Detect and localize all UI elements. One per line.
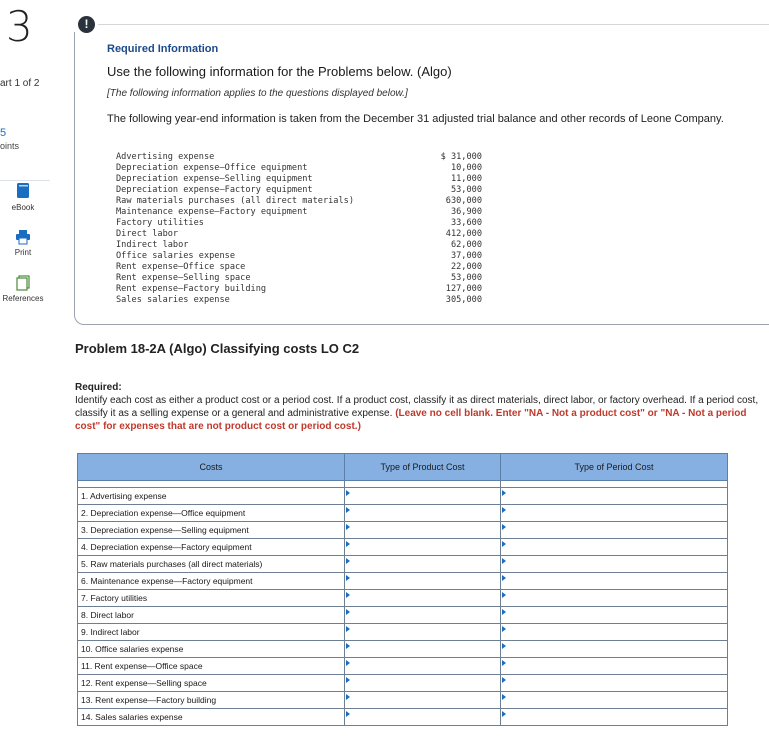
account-name: Office salaries expense — [116, 251, 235, 261]
alert-icon: ! — [78, 16, 95, 33]
trial-balance-row — [116, 196, 482, 207]
period-cost-dropdown[interactable] — [501, 556, 728, 573]
dropdown-arrow-icon — [502, 677, 506, 683]
dropdown-arrow-icon — [502, 524, 506, 530]
period-cost-dropdown[interactable] — [501, 539, 728, 556]
account-amount: 127,000 — [445, 284, 482, 294]
trial-balance-row — [116, 174, 482, 185]
intro-text: The following year-end information is taken from the December 31 adjusted trial balance and other records of Leone Company. — [107, 113, 724, 125]
account-name: Sales salaries expense — [116, 295, 230, 305]
dropdown-arrow-icon — [346, 660, 350, 666]
cost-label: 5. Raw materials purchases (all direct materials) — [78, 556, 345, 573]
account-name: Direct labor — [116, 229, 179, 239]
period-cost-dropdown[interactable] — [501, 641, 728, 658]
period-cost-dropdown[interactable] — [501, 590, 728, 607]
trial-balance-row — [116, 262, 482, 273]
dropdown-arrow-icon — [502, 694, 506, 700]
cost-label: 9. Indirect labor — [78, 624, 345, 641]
dropdown-arrow-icon — [346, 507, 350, 513]
dropdown-arrow-icon — [502, 507, 506, 513]
ebook-label: eBook — [11, 203, 35, 212]
product-cost-dropdown[interactable] — [345, 624, 501, 641]
table-row — [78, 590, 728, 607]
table-row — [78, 573, 728, 590]
cost-label: 13. Rent expense—Factory building — [78, 692, 345, 709]
references-label: References — [2, 294, 44, 303]
table-row — [78, 522, 728, 539]
product-cost-dropdown[interactable] — [345, 505, 501, 522]
cost-label: 10. Office salaries expense — [78, 641, 345, 658]
classification-table — [77, 453, 728, 726]
account-amount: 62,000 — [450, 240, 482, 250]
dropdown-arrow-icon — [502, 660, 506, 666]
trial-balance-row — [116, 218, 482, 229]
cost-label: 4. Depreciation expense—Factory equipment — [78, 539, 345, 556]
dropdown-arrow-icon — [502, 592, 506, 598]
instructions-note: (Leave no cell blank. Enter "NA - Not a product cost" or "NA - Not a period cost" for expenses that are not product cost or period cost.) — [75, 408, 747, 432]
period-cost-dropdown[interactable] — [501, 658, 728, 675]
period-cost-dropdown[interactable] — [501, 607, 728, 624]
account-amount: 33,600 — [450, 218, 482, 228]
dropdown-arrow-icon — [346, 643, 350, 649]
period-cost-dropdown[interactable] — [501, 488, 728, 505]
product-cost-dropdown[interactable] — [345, 641, 501, 658]
cost-label: 8. Direct labor — [78, 607, 345, 624]
account-name: Rent expense—Selling space — [116, 273, 251, 283]
trial-balance-row — [116, 207, 482, 218]
account-name: Advertising expense — [116, 152, 215, 162]
header-costs: Costs — [78, 454, 345, 481]
account-amount: 37,000 — [450, 251, 482, 261]
print-button[interactable] — [0, 229, 46, 257]
ebook-button[interactable] — [0, 182, 46, 212]
dropdown-arrow-icon — [346, 524, 350, 530]
print-icon — [15, 229, 31, 245]
account-amount: 11,000 — [450, 174, 482, 184]
instructions — [75, 394, 765, 433]
product-cost-dropdown[interactable] — [345, 522, 501, 539]
product-cost-dropdown[interactable] — [345, 607, 501, 624]
dropdown-arrow-icon — [502, 609, 506, 615]
product-cost-dropdown[interactable] — [345, 692, 501, 709]
period-cost-dropdown[interactable] — [501, 505, 728, 522]
top-divider — [98, 24, 769, 25]
account-amount: 36,900 — [450, 207, 482, 217]
cost-label: 6. Maintenance expense—Factory equipment — [78, 573, 345, 590]
dropdown-arrow-icon — [346, 558, 350, 564]
product-cost-dropdown[interactable] — [345, 539, 501, 556]
dropdown-arrow-icon — [346, 694, 350, 700]
cost-label: 14. Sales salaries expense — [78, 709, 345, 726]
trial-balance-row — [116, 152, 482, 163]
header-period-cost: Type of Period Cost — [501, 454, 728, 481]
required-label: Required: — [75, 382, 122, 393]
trial-balance-row — [116, 229, 482, 240]
dropdown-arrow-icon — [346, 677, 350, 683]
dropdown-arrow-icon — [346, 711, 350, 717]
product-cost-dropdown[interactable] — [345, 556, 501, 573]
book-icon — [15, 182, 31, 200]
account-name: Depreciation expense—Factory equipment — [116, 185, 313, 195]
rail-divider — [0, 180, 50, 181]
table-row — [78, 607, 728, 624]
references-icon — [15, 275, 31, 291]
trial-balance — [116, 152, 482, 306]
account-name: Depreciation expense—Office equipment — [116, 163, 308, 173]
cost-label: 3. Depreciation expense—Selling equipment — [78, 522, 345, 539]
required-information-heading: Required Information — [107, 43, 219, 55]
table-row — [78, 675, 728, 692]
period-cost-dropdown[interactable] — [501, 624, 728, 641]
question-number: 3 — [6, 2, 33, 51]
account-amount: 630,000 — [445, 196, 482, 206]
product-cost-dropdown[interactable] — [345, 675, 501, 692]
account-amount: 412,000 — [445, 229, 482, 239]
account-amount: 22,000 — [450, 262, 482, 272]
period-cost-dropdown[interactable] — [501, 692, 728, 709]
table-row — [78, 692, 728, 709]
applies-note: [The following information applies to the questions displayed below.] — [107, 88, 408, 99]
account-name: Indirect labor — [116, 240, 189, 250]
account-amount: $ 31,000 — [440, 152, 482, 162]
dropdown-arrow-icon — [502, 558, 506, 564]
dropdown-arrow-icon — [502, 575, 506, 581]
table-row — [78, 658, 728, 675]
references-button[interactable] — [0, 275, 46, 303]
period-cost-dropdown[interactable] — [501, 675, 728, 692]
info-title: Use the following information for the Problems below. (Algo) — [107, 64, 452, 79]
account-amount: 305,000 — [445, 295, 482, 305]
dropdown-arrow-icon — [346, 626, 350, 632]
table-row — [78, 556, 728, 573]
trial-balance-row — [116, 240, 482, 251]
cost-label: 2. Depreciation expense—Office equipment — [78, 505, 345, 522]
product-cost-dropdown[interactable] — [345, 709, 501, 726]
table-row — [78, 488, 728, 505]
points-label: oints — [0, 141, 20, 151]
trial-balance-row — [116, 273, 482, 284]
account-name: Factory utilities — [116, 218, 204, 228]
account-name: Rent expense—Factory building — [116, 284, 267, 294]
period-cost-dropdown[interactable] — [501, 522, 728, 539]
print-label: Print — [14, 248, 32, 257]
table-row — [78, 641, 728, 658]
period-cost-dropdown[interactable] — [501, 573, 728, 590]
product-cost-dropdown[interactable] — [345, 658, 501, 675]
dropdown-arrow-icon — [346, 490, 350, 496]
account-amount: 53,000 — [450, 185, 482, 195]
cost-label: 7. Factory utilities — [78, 590, 345, 607]
table-row — [78, 709, 728, 726]
product-cost-dropdown[interactable] — [345, 573, 501, 590]
instructions-text: Identify each cost as either a product cost or a period cost. If a product cost, classify it as direct materials, direct labor, or factory overhead. If a period cost, classify it as a selling expense or a general and administrative expense. — [75, 395, 759, 419]
trial-balance-row — [116, 284, 482, 295]
account-name: Raw materials purchases (all direct materials) — [116, 196, 354, 206]
dropdown-arrow-icon — [346, 609, 350, 615]
product-cost-dropdown[interactable] — [345, 590, 501, 607]
part-indicator: art 1 of 2 — [0, 78, 40, 89]
points-value: 5 — [0, 127, 7, 139]
trial-balance-row — [116, 251, 482, 262]
cost-label: 1. Advertising expense — [78, 488, 345, 505]
table-row — [78, 539, 728, 556]
account-amount: 53,000 — [450, 273, 482, 283]
table-row — [78, 505, 728, 522]
cost-label: 11. Rent expense—Office space — [78, 658, 345, 675]
trial-balance-row — [116, 185, 482, 196]
spacer-cell — [345, 481, 501, 488]
trial-balance-row — [116, 295, 482, 306]
trial-balance-row — [116, 163, 482, 174]
problem-title: Problem 18-2A (Algo) Classifying costs LO C2 — [75, 341, 360, 356]
dropdown-arrow-icon — [502, 711, 506, 717]
dropdown-arrow-icon — [502, 626, 506, 632]
period-cost-dropdown[interactable] — [501, 709, 728, 726]
cost-label: 12. Rent expense—Selling space — [78, 675, 345, 692]
header-product-cost: Type of Product Cost — [345, 454, 501, 481]
account-amount: 10,000 — [450, 163, 482, 173]
account-name: Depreciation expense—Selling equipment — [116, 174, 313, 184]
spacer-cell — [501, 481, 728, 488]
dropdown-arrow-icon — [346, 541, 350, 547]
dropdown-arrow-icon — [346, 575, 350, 581]
account-name: Maintenance expense—Factory equipment — [116, 207, 308, 217]
dropdown-arrow-icon — [346, 592, 350, 598]
dropdown-arrow-icon — [502, 643, 506, 649]
dropdown-arrow-icon — [502, 490, 506, 496]
product-cost-dropdown[interactable] — [345, 488, 501, 505]
dropdown-arrow-icon — [502, 541, 506, 547]
spacer-cell — [78, 481, 345, 488]
account-name: Rent expense—Office space — [116, 262, 246, 272]
table-row — [78, 624, 728, 641]
